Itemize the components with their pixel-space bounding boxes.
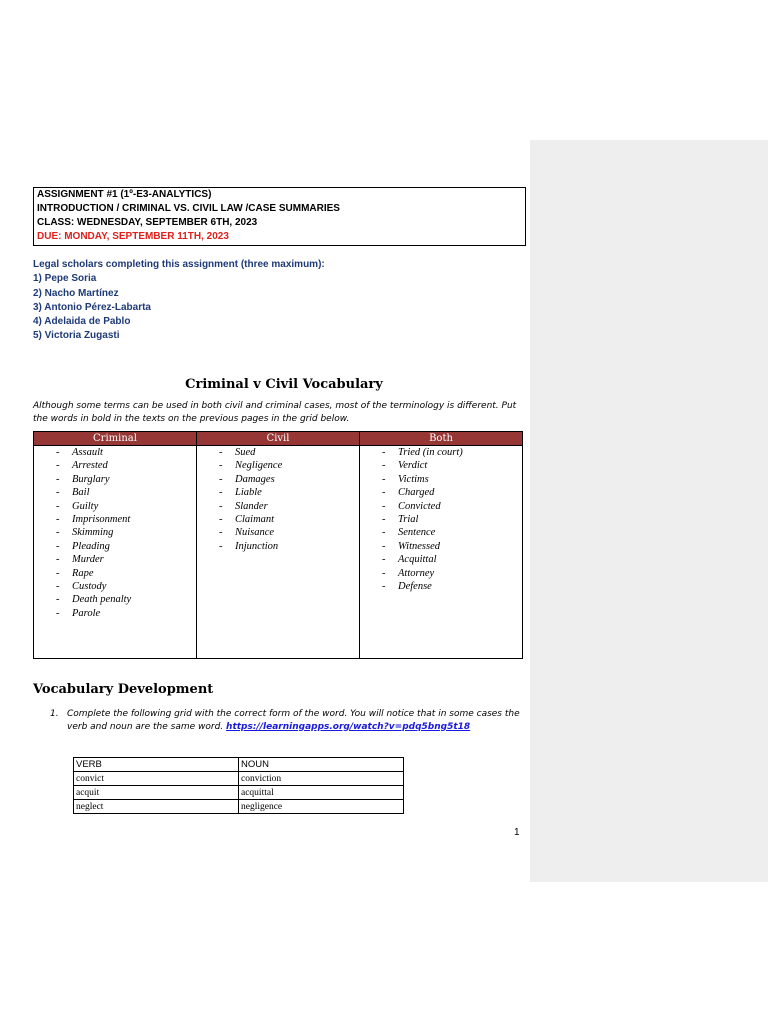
bullet-dash: -	[56, 487, 60, 499]
term-text: Arrested	[72, 460, 108, 472]
both-term	[382, 473, 522, 486]
bullet-dash: -	[56, 567, 60, 579]
criminal-term-list	[34, 446, 196, 620]
term-text: Burglary	[72, 473, 110, 485]
term-text: Trial	[398, 514, 419, 526]
instruction-number: 1.	[50, 709, 59, 719]
scholar-name: 2) Nacho Martínez	[33, 287, 119, 299]
civil-term	[219, 500, 359, 513]
term-text: Imprisonment	[72, 514, 131, 526]
term-text: Guilty	[72, 500, 99, 512]
both-term-list	[360, 446, 522, 593]
instruction-text: Complete the following grid with the correct form of the word. You will notice that in some cases the verb and noun are the same word.	[67, 709, 520, 732]
both-terms-cell	[360, 446, 523, 659]
both-term	[382, 540, 522, 553]
bullet-dash: -	[219, 447, 223, 458]
scholars-section	[33, 258, 325, 344]
bullet-dash: -	[219, 527, 223, 539]
page-number: 1	[514, 827, 520, 838]
civil-term	[219, 446, 359, 459]
due-date: DUE: MONDAY, SEPTEMBER 11TH, 2023	[37, 231, 229, 242]
assignment-header-box	[33, 187, 526, 246]
both-term	[382, 567, 522, 580]
civil-term	[219, 526, 359, 539]
bullet-dash: -	[219, 514, 223, 526]
civil-term	[219, 459, 359, 472]
development-title: Vocabulary Development	[33, 682, 214, 697]
civil-term	[219, 513, 359, 526]
term-text: Liable	[235, 487, 262, 499]
vocabulary-table	[33, 431, 523, 659]
bullet-dash: -	[382, 540, 386, 552]
criminal-term	[56, 607, 196, 620]
noun-cell[interactable]: conviction	[239, 772, 404, 786]
term-text: Convicted	[398, 500, 441, 512]
term-text: Attorney	[398, 567, 435, 579]
scholars-heading: Legal scholars completing this assignment (three maximum):	[33, 259, 325, 270]
term-text: Injunction	[235, 540, 279, 552]
bullet-dash: -	[56, 554, 60, 566]
both-term	[382, 446, 522, 459]
criminal-terms-cell	[34, 446, 197, 659]
both-term	[382, 486, 522, 499]
term-text: Bail	[72, 487, 90, 499]
vocabulary-intro: Although some terms can be used in both civil and criminal cases, most of the terminology is different. Put the words in bold in the texts on the previous pages in the grid below.	[33, 401, 517, 424]
bullet-dash: -	[56, 473, 60, 485]
term-text: Damages	[235, 473, 275, 485]
verb-cell[interactable]: neglect	[74, 800, 239, 814]
civil-term	[219, 486, 359, 499]
bullet-dash: -	[382, 500, 386, 512]
scholar-name: 5) Victoria Zugasti	[33, 330, 120, 342]
term-text: Acquittal	[398, 554, 437, 566]
term-text: Assault	[72, 447, 103, 458]
criminal-term	[56, 553, 196, 566]
word-forms-table	[73, 757, 404, 814]
civil-term-list	[197, 446, 359, 553]
criminal-term	[56, 473, 196, 486]
bullet-dash: -	[382, 473, 386, 485]
table-row	[74, 800, 404, 814]
term-text: Victims	[398, 473, 429, 485]
term-text: Skimming	[72, 527, 114, 539]
bullet-dash: -	[382, 460, 386, 472]
term-text: Parole	[72, 607, 101, 619]
bullet-dash: -	[382, 487, 386, 499]
criminal-term	[56, 593, 196, 606]
bullet-dash: -	[56, 447, 60, 458]
criminal-term	[56, 526, 196, 539]
noun-cell[interactable]: negligence	[239, 800, 404, 814]
bullet-dash: -	[219, 473, 223, 485]
term-text: Custody	[72, 581, 107, 593]
column-header-civil: Civil	[197, 432, 360, 446]
term-text: Claimant	[235, 514, 275, 526]
term-text: Murder	[72, 554, 104, 566]
criminal-term	[56, 567, 196, 580]
table-row	[74, 786, 404, 800]
criminal-term	[56, 486, 196, 499]
both-term	[382, 513, 522, 526]
bullet-dash: -	[219, 540, 223, 552]
verb-cell[interactable]: convict	[74, 772, 239, 786]
term-text: Pleading	[72, 540, 110, 552]
scholar-name: 3) Antonio Pérez-Labarta	[33, 301, 151, 313]
column-header-both: Both	[360, 432, 523, 446]
column-header-verb: VERB	[74, 758, 239, 772]
column-header-criminal: Criminal	[34, 432, 197, 446]
bullet-dash: -	[56, 594, 60, 606]
assignment-topic: INTRODUCTION / CRIMINAL VS. CIVIL LAW /CASE SUMMARIES	[37, 203, 340, 214]
term-text: Witnessed	[398, 540, 440, 552]
both-term	[382, 580, 522, 593]
both-term	[382, 500, 522, 513]
bullet-dash: -	[56, 460, 60, 472]
term-text: Rape	[72, 567, 94, 579]
term-text: Sued	[235, 447, 256, 458]
bullet-dash: -	[56, 527, 60, 539]
column-header-noun: NOUN	[239, 758, 404, 772]
term-text: Negligence	[235, 460, 283, 472]
assignment-title: ASSIGNMENT #1 (1º-E3-ANALYTICS)	[37, 189, 212, 200]
criminal-term	[56, 500, 196, 513]
criminal-term	[56, 540, 196, 553]
class-date: CLASS: WEDNESDAY, SEPTEMBER 6TH, 2023	[37, 217, 258, 228]
civil-terms-cell	[197, 446, 360, 659]
both-term	[382, 553, 522, 566]
bullet-dash: -	[219, 460, 223, 472]
criminal-term	[56, 513, 196, 526]
bullet-dash: -	[56, 514, 60, 526]
civil-term	[219, 473, 359, 486]
criminal-term	[56, 446, 196, 459]
bullet-dash: -	[382, 514, 386, 526]
both-term	[382, 526, 522, 539]
noun-cell[interactable]: acquittal	[239, 786, 404, 800]
bullet-dash: -	[219, 500, 223, 512]
scholar-name: 4) Adelaida de Pablo	[33, 316, 131, 328]
bullet-dash: -	[56, 540, 60, 552]
term-text: Nuisance	[235, 527, 275, 539]
bullet-dash: -	[219, 487, 223, 499]
table-row	[74, 772, 404, 786]
verb-cell[interactable]: acquit	[74, 786, 239, 800]
bullet-dash: -	[382, 554, 386, 566]
bullet-dash: -	[56, 500, 60, 512]
criminal-term	[56, 459, 196, 472]
civil-term	[219, 540, 359, 553]
term-text: Death penalty	[72, 594, 132, 606]
term-text: Verdict	[398, 460, 428, 472]
both-term	[382, 459, 522, 472]
learningapps-link[interactable]: https://learningapps.org/watch?v=pdq5bng5t18	[226, 721, 471, 732]
term-text: Sentence	[398, 527, 436, 539]
vocabulary-title: Criminal v Civil Vocabulary	[185, 377, 383, 392]
term-text: Defense	[398, 581, 432, 593]
bullet-dash: -	[382, 527, 386, 539]
bullet-dash: -	[382, 581, 386, 593]
comment-pane	[530, 140, 768, 882]
term-text: Tried (in court)	[398, 447, 463, 458]
bullet-dash: -	[382, 567, 386, 579]
instruction-item	[50, 708, 528, 733]
term-text: Slander	[235, 500, 268, 512]
criminal-term	[56, 580, 196, 593]
bullet-dash: -	[382, 447, 386, 458]
term-text: Charged	[398, 487, 435, 499]
bullet-dash: -	[56, 581, 60, 593]
bullet-dash: -	[56, 607, 60, 619]
scholar-name: 1) Pepe Soria	[33, 273, 97, 285]
